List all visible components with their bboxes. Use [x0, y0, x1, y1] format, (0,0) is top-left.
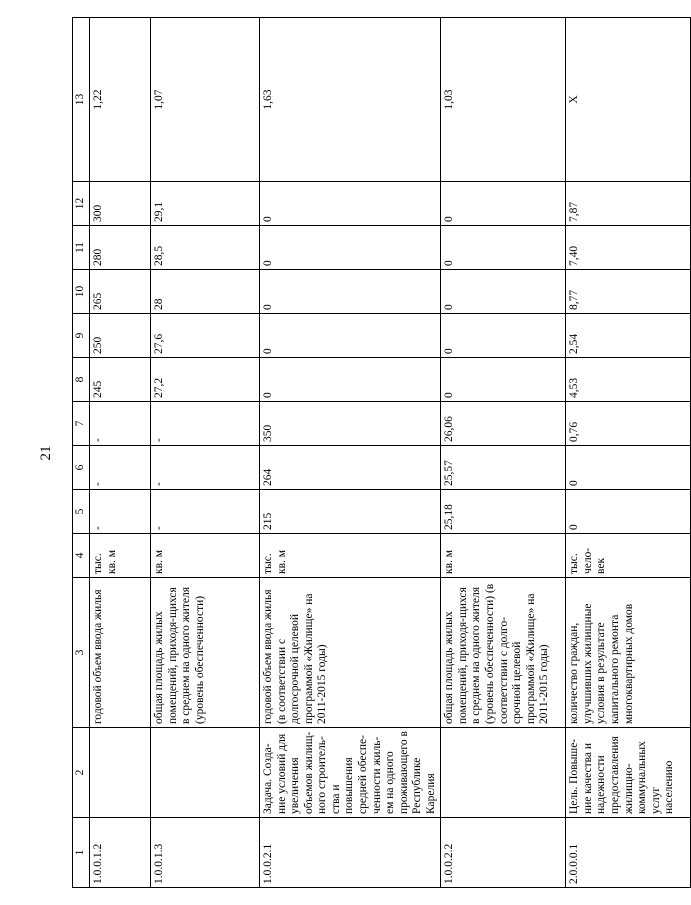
value-cell: 2,54: [566, 314, 691, 358]
ratio-cell: 1,63: [260, 18, 441, 182]
ratio-cell: 1,22: [90, 18, 151, 182]
header-cell: 7: [73, 402, 90, 446]
value-cell: 0: [260, 226, 441, 270]
value-cell: -: [90, 446, 151, 490]
value-cell: 26,06: [441, 402, 566, 446]
value-cell: -: [151, 446, 260, 490]
goal-cell: [151, 728, 260, 818]
rotated-table-container: [72, 18, 676, 888]
unit-cell: кв. м: [151, 534, 260, 578]
indicators-table: [72, 17, 691, 888]
value-cell: 8,77: [566, 270, 691, 314]
value-cell: 27,2: [151, 358, 260, 402]
value-cell: 7,87: [566, 182, 691, 226]
unit-cell: тыс. чело-век: [566, 534, 691, 578]
value-cell: 0: [260, 358, 441, 402]
table-row: [260, 18, 441, 888]
indicator-cell: общая площадь жилых помещений, приходя-щихся в среднем на одного жителя (уровень обеспеченности): [151, 578, 260, 728]
indicator-cell: количество граждан, улучшивших жилищные условия в результате капитального ремонта многоквартирных домов: [566, 578, 691, 728]
value-cell: 300: [90, 182, 151, 226]
header-cell: 13: [73, 18, 90, 182]
value-cell: -: [90, 402, 151, 446]
goal-cell: Цель. Повыше-ние качества и надежности предоставления жилищно-коммунальных услуг населению: [566, 728, 691, 818]
value-cell: 0: [441, 226, 566, 270]
value-cell: 25,57: [441, 446, 566, 490]
value-cell: 25,18: [441, 490, 566, 534]
value-cell: -: [90, 490, 151, 534]
value-cell: 245: [90, 358, 151, 402]
value-cell: 0: [566, 446, 691, 490]
table-row: [566, 18, 691, 888]
value-cell: 0: [260, 270, 441, 314]
goal-cell: Задача. Созда-ние условий для увеличения объемов жилищ-ного строитель-ства и повышения средней обеспе-ченности жиль-ем на одного проживающего в Республике Карелия: [260, 728, 441, 818]
header-cell: 1: [73, 818, 90, 888]
header-cell: 10: [73, 270, 90, 314]
value-cell: 0: [441, 182, 566, 226]
ratio-cell: 1,03: [441, 18, 566, 182]
value-cell: 265: [90, 270, 151, 314]
value-cell: -: [151, 402, 260, 446]
value-cell: 0: [260, 182, 441, 226]
value-cell: -: [151, 490, 260, 534]
row-code-cell: 1.0.0.2.2: [441, 818, 566, 888]
value-cell: 0,76: [566, 402, 691, 446]
value-cell: 350: [260, 402, 441, 446]
value-cell: 0: [441, 270, 566, 314]
value-cell: 28,5: [151, 226, 260, 270]
row-code-cell: 2.0.0.0.1: [566, 818, 691, 888]
row-code-cell: 1.0.0.1.2: [90, 818, 151, 888]
value-cell: 29,1: [151, 182, 260, 226]
header-cell: 11: [73, 226, 90, 270]
table-row: [90, 18, 151, 888]
header-row: [73, 18, 90, 888]
value-cell: 0: [441, 358, 566, 402]
indicator-cell: годовой объем ввода жилья: [90, 578, 151, 728]
row-code-cell: 1.0.0.2.1: [260, 818, 441, 888]
value-cell: 27,6: [151, 314, 260, 358]
value-cell: 280: [90, 226, 151, 270]
unit-cell: тыс. кв. м: [90, 534, 151, 578]
value-cell: 250: [90, 314, 151, 358]
rotated-table-sheet: [72, 18, 676, 888]
indicator-cell: годовой объем ввода жилья (в соответствии с долгосрочной целевой программой «Жилище» на 2011-2015 годы): [260, 578, 441, 728]
unit-cell: кв. м: [441, 534, 566, 578]
header-cell: 4: [73, 534, 90, 578]
header-cell: 3: [73, 578, 90, 728]
header-cell: 2: [73, 728, 90, 818]
goal-cell: [441, 728, 566, 818]
page-number: 21: [38, 445, 54, 461]
value-cell: 0: [441, 314, 566, 358]
header-cell: 8: [73, 358, 90, 402]
goal-cell: [90, 728, 151, 818]
indicator-cell: общая площадь жилых помещений, приходя-щихся в среднем на одного жителя (уровень обеспеченности) (в соответствии с долго-срочной целевой программой «Жилище» на 2011-2015 годы): [441, 578, 566, 728]
header-cell: 9: [73, 314, 90, 358]
unit-cell: тыс. кв. м: [260, 534, 441, 578]
row-code-cell: 1.0.0.1.3: [151, 818, 260, 888]
table-row: [151, 18, 260, 888]
ratio-cell: Х: [566, 18, 691, 182]
header-cell: 12: [73, 182, 90, 226]
header-cell: 6: [73, 446, 90, 490]
value-cell: 215: [260, 490, 441, 534]
value-cell: 7,40: [566, 226, 691, 270]
value-cell: 0: [566, 490, 691, 534]
header-cell: 5: [73, 490, 90, 534]
value-cell: 28: [151, 270, 260, 314]
value-cell: 4,53: [566, 358, 691, 402]
table-row: [441, 18, 566, 888]
ratio-cell: 1,07: [151, 18, 260, 182]
value-cell: 0: [260, 314, 441, 358]
value-cell: 264: [260, 446, 441, 490]
